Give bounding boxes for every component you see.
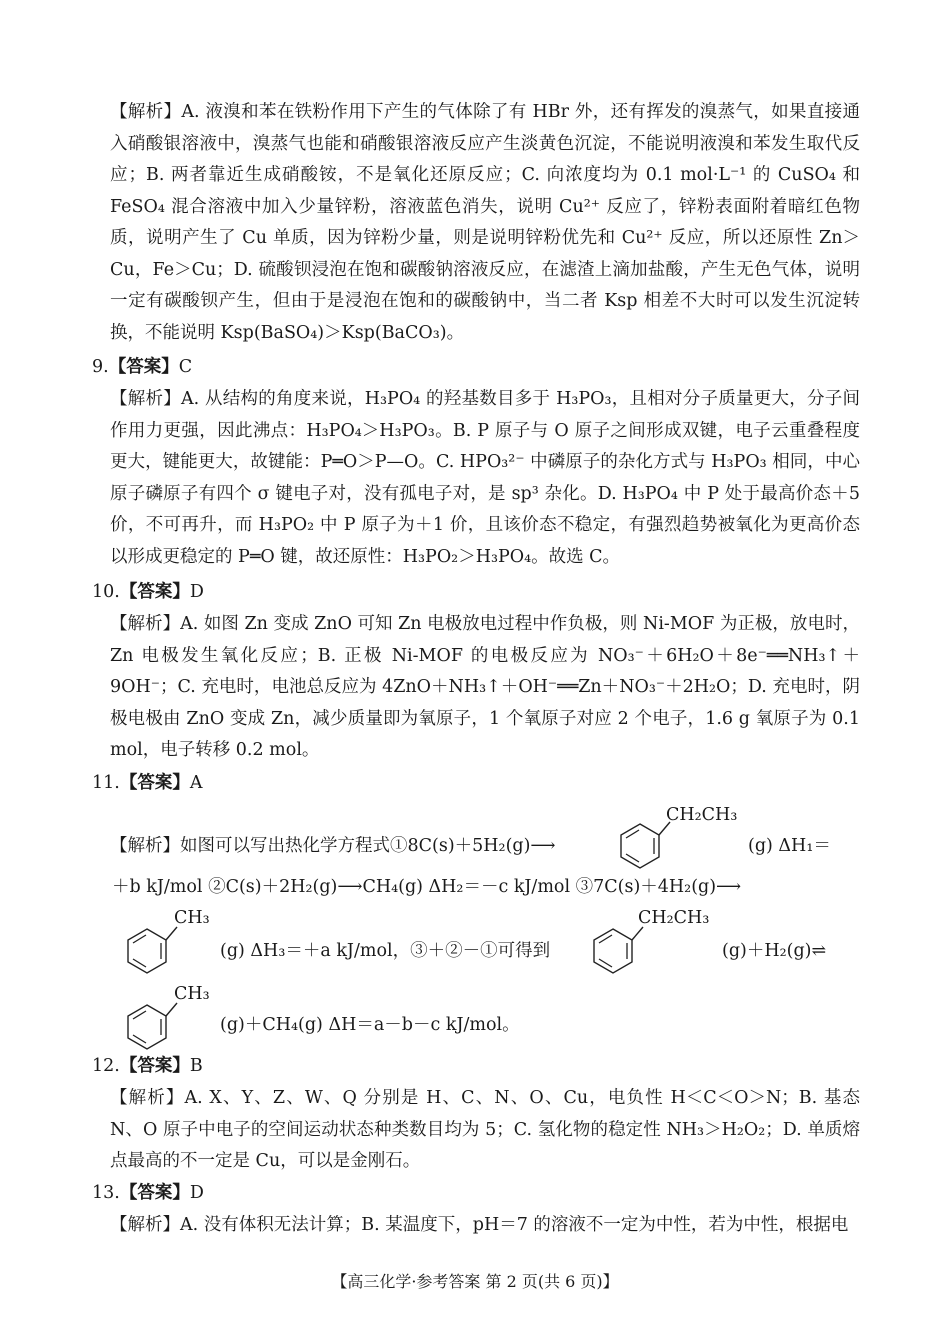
q11-answer-label: 【答案】 [119,773,190,793]
q11-methyl-label-2: CH₃ [174,984,210,1004]
q11-number: 11. [92,773,120,793]
q12-answer-label: 【答案】 [119,1056,190,1076]
page-footer: 【高三化学·参考答案 第 2 页(共 6 页)】 [331,1272,619,1291]
q10-number: 10. [92,582,120,602]
q8-analysis: 【解析】A. 液溴和苯在铁粉作用下产生的气体除了有 HBr 外，还有挥发的溴蒸气，如果直接通入硝酸银溶液中，溴蒸气也能和硝酸银溶液反应产生淡黄色沉淀，不能说明液溴和苯发生取代反应；B. 两者靠近生成硝酸铵，不是氧化还原反应；C. 向浓度均为 0.1 mol·L⁻¹ 的 CuSO₄ 和 FeSO₄ 混合溶液中加入少量锌粉，溶液蓝色消失，说明 Cu²⁺ 反应了，锌粉表面附着暗红色物质，说明产生了 Cu 单质，因为锌粉少量，则是说明锌粉优先和 Cu²⁺ 反应，所以还原性 Zn＞Cu，Fe＞Cu；D. 硫酸钡浸泡在饱和碳酸钠溶液反应，在滤渣上滴加盐酸，产生无色气体，说明一定有碳酸钡产生，但由于是浸泡在饱和的碳酸钠中，当二者 Ksp 相差不大时可以发生沉淀转换，不能说明 Ksp(BaSO₄)＞Ksp(BaCO₃)。 [110,102,860,343]
q11-line2: ＋b kJ/mol ②C(s)＋2H₂(g)⟶CH₄(g) ΔH₂＝－c kJ/mol ③7C(s)＋4H₂(g)⟶ [112,877,742,897]
q9-analysis: 【解析】A. 从结构的角度来说，H₃PO₄ 的羟基数目多于 H₃PO₃，且相对分子质量更大，分子间作用力更强，因此沸点：H₃PO₄＞H₃PO₃。B. P 原子与 O 原子之间形成双键，电子云重叠程度更大，键能更大，故键能：P═O＞P—O。C. HPO₃²⁻ 中磷原子的杂化方式与 H₃PO₃ 相同，中心原子磷原子有四个 σ 键电子对，没有孤电子对，是 sp³ 杂化。D. H₃PO₄ 中 P 处于最高价态＋5 价，不可再升，而 H₃PO₂ 中 P 原子为＋1 价，且该价态不稳定，有强烈趋势被氧化为更高价态以形成更稳定的 P═O 键，故还原性：H₃PO₂＞H₃PO₄。故选 C。 [110,389,860,567]
q11-ethyl-label-2: CH₂CH₃ [638,908,710,928]
q12-answer: B [189,1056,203,1076]
q9-number: 9. [92,357,109,377]
q13-analysis: 【解析】A. 没有体积无法计算；B. 某温度下，pH＝7 的溶液不一定为中性，若为中性，根据电 [110,1215,849,1235]
q11-methyl-label-1: CH₃ [174,908,210,928]
q10-answer: D [189,582,204,602]
q13-header [92,1178,204,1208]
q12-header [92,1051,203,1081]
q10-analysis: 【解析】A. 如图 Zn 变成 ZnO 可知 Zn 电极放电过程中作负极，则 Ni-MOF 为正极，放电时，Zn 电极发生氧化反应；B. 正极 Ni-MOF 的电极反应为 NO₃⁻＋6H₂O＋8e⁻══NH₃↑＋9OH⁻；C. 充电时，电池总反应为 4ZnO＋NH₃↑＋OH⁻══Zn＋NO₃⁻＋2H₂O；D. 充电时，阴极电极由 ZnO 变成 Zn，减少质量即为氧原子，1 个氧原子对应 2 个电子，1.6 g 氧原子为 0.1 mol，电子转移 0.2 mol。 [110,614,860,760]
q10-answer-label: 【答案】 [119,582,190,602]
q11-line1-tail: (g) ΔH₁＝ [748,836,831,856]
q9-answer-label: 【答案】 [108,357,179,377]
q9-header [92,352,192,382]
q11-answer: A [189,773,203,793]
q10-header [92,577,204,607]
q9-answer: C [178,357,193,377]
q11-line4: (g)＋CH₄(g) ΔH＝a－b－c kJ/mol。 [220,1015,520,1035]
q12-analysis: 【解析】A. X、Y、Z、W、Q 分别是 H、C、N、O、Cu，电负性 H＜C＜O＞N；B. 基态 N、O 原子中电子的空间运动状态种类数目均为 5；C. 氢化物的稳定性 NH₃＞H₂O₂；D. 单质熔点最高的不一定是 Cu，可以是金刚石。 [110,1088,860,1171]
q13-number: 13. [92,1183,120,1203]
q11-ethyl-label-1: CH₂CH₃ [666,805,738,825]
q11-line3a: (g) ΔH₃＝＋a kJ/mol，③＋②－①可得到 [220,941,551,961]
q13-answer-label: 【答案】 [119,1183,190,1203]
q11-header [92,768,202,798]
q12-number: 12. [92,1056,120,1076]
q13-answer: D [189,1183,204,1203]
q11-line1: 【解析】如图可以写出热化学方程式①8C(s)＋5H₂(g)⟶ [110,836,556,856]
q11-line3b: (g)＋H₂(g)⇌ [722,941,827,961]
